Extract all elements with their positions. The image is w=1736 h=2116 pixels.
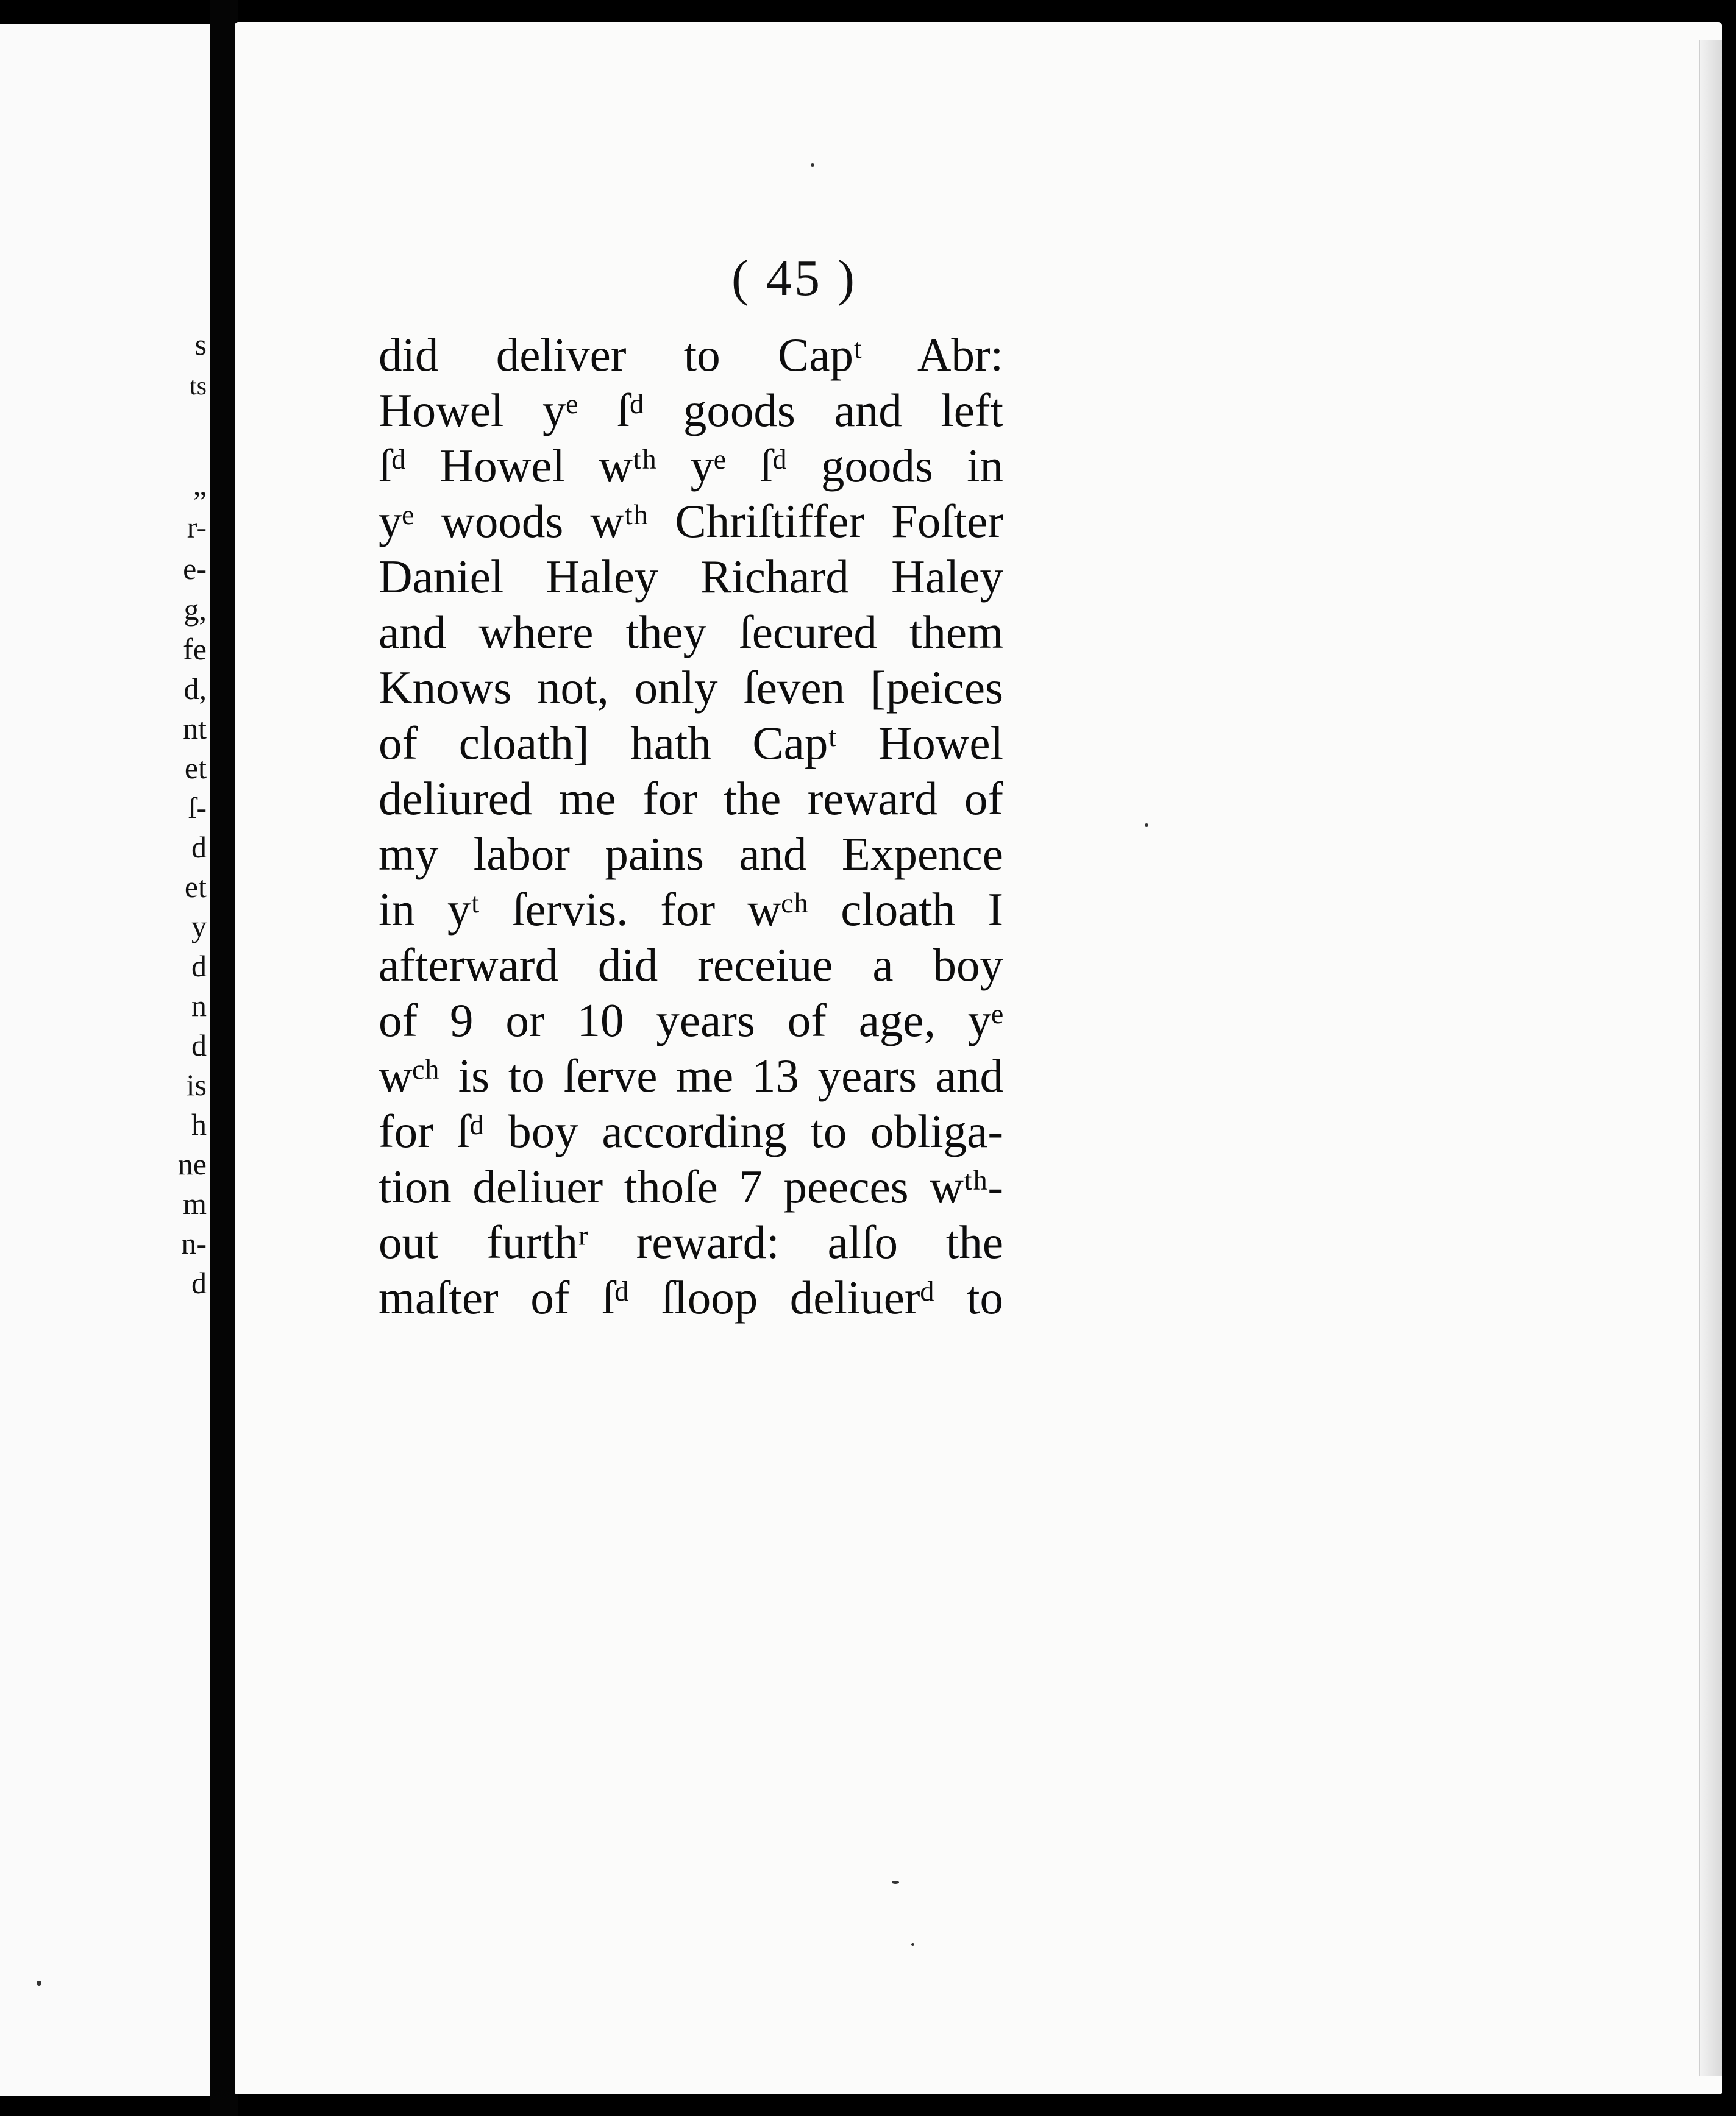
left-line-fragment: ſ- [188,790,207,825]
left-line-fragment: et [184,751,207,785]
text-line: out furthʳ reward: alſo the [379,1216,1003,1268]
left-line-fragment: n [191,989,207,1023]
left-line-fragment: d [191,1028,207,1062]
ink-speck [37,1981,41,1986]
text-line: yᵉ woods wᵗʰ Chriſtiffer Foſter [379,495,1003,547]
text-line: Knows not, only ſeven [peices [379,661,1003,714]
page-edge [1699,40,1722,2076]
text-line: deliured me for the reward of [379,772,1003,825]
left-line-fragment: r- [187,510,207,544]
ink-speck [1145,823,1148,827]
left-line-fragment: m [183,1187,207,1221]
left-line-fragment: is [186,1068,207,1102]
book-gutter [210,0,238,2116]
left-line-fragment: g, [183,592,207,627]
left-line-fragment: nt [183,711,207,745]
text-line: Daniel Haley Richard Haley [379,550,1003,603]
text-line: of cloath] hath Capᵗ Howel [379,717,1003,769]
text-line: and where they ſecured them [379,606,1003,658]
left-line-fragment: h [191,1107,207,1141]
left-line-fragment: d, [183,672,207,706]
text-line: ſᵈ Howel wᵗʰ yᵉ ſᵈ goods in [379,439,1003,492]
left-line-fragment: fe [183,632,207,666]
left-line-fragment: d [191,949,207,983]
left-page [0,24,210,2096]
left-line-fragment: d [191,1266,207,1300]
left-line-fragment: e- [183,552,207,586]
ink-speck [911,1943,914,1946]
ink-speck [811,163,814,167]
left-line-fragment: „ [193,467,207,502]
text-line: my labor pains and Expence [379,828,1003,880]
page-number: ( 45 ) [731,250,857,307]
text-line: for ſᵈ boy according to obliga- [379,1105,1003,1157]
left-line-fragment: y [191,909,207,943]
left-line-fragment: ts [189,372,207,400]
text-line: Howel yᵉ ſᵈ goods and left [379,384,1003,436]
text-line: maſter of ſᵈ ſloop deliuerᵈ to [379,1271,1003,1324]
ink-speck [892,1881,899,1884]
left-line-fragment: ne [177,1147,207,1181]
right-page [235,22,1722,2094]
left-line-fragment: s [194,327,207,361]
text-line: of 9 or 10 years of age, yᵉ [379,994,1003,1046]
text-line: in yᵗ ſervis. for wᶜʰ cloath I [379,883,1003,936]
text-line: wᶜʰ is to ſerve me 13 years and [379,1049,1003,1102]
left-line-fragment: d [191,830,207,864]
text-line: afterward did receiue a boy [379,939,1003,991]
text-line: did deliver to Capᵗ Abr: [379,328,1003,381]
left-line-fragment: n- [181,1226,207,1260]
left-line-fragment: et [184,870,207,904]
text-line: tion deliuer thoſe 7 peeces wᵗʰ- [379,1160,1003,1213]
